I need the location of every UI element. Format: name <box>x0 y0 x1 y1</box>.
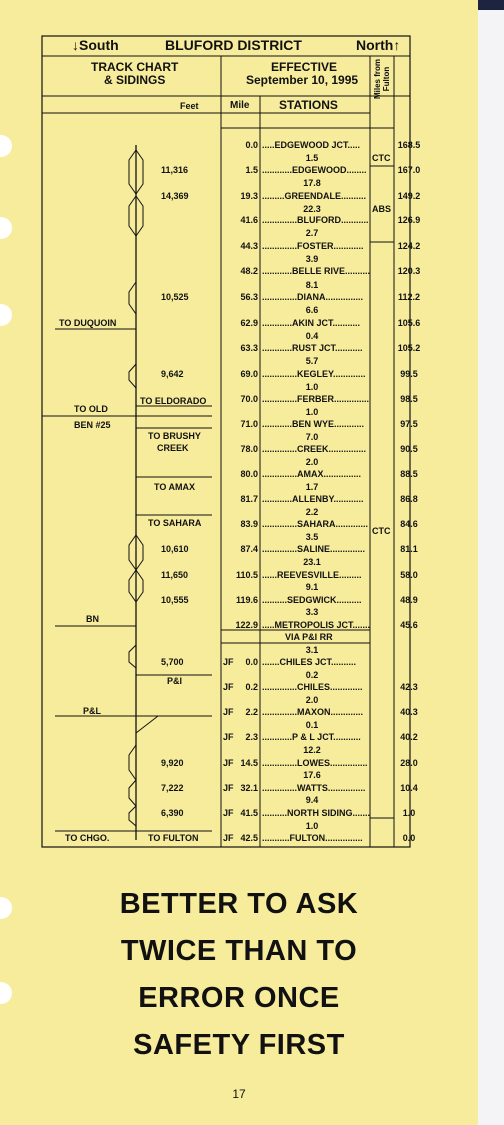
station-distance: 3.9 <box>305 254 319 264</box>
row-prefix: JF <box>223 732 234 742</box>
label-to-eldorado: TO ELDORADO <box>140 396 207 406</box>
station-name: ...........FULTON............... <box>262 833 363 843</box>
miles-from-fulton: 48.9 <box>400 595 418 605</box>
sidings-heading: & SIDINGS <box>104 73 166 87</box>
siding-length: 9,920 <box>161 758 184 768</box>
siding-length: 6,390 <box>161 808 184 818</box>
miles-from-fulton: 40.3 <box>400 707 418 717</box>
label-to-duquoin: TO DUQUOIN <box>59 318 117 328</box>
row-mile: 110.5 <box>235 570 258 580</box>
miles-from-fulton: 86.8 <box>400 494 418 504</box>
row-mile: 32.1 <box>240 783 258 793</box>
row-prefix: JF <box>223 833 234 843</box>
station-name: ..............FOSTER............ <box>262 241 364 251</box>
row-mile: 87.4 <box>240 544 258 554</box>
row-mile: 14.5 <box>240 758 258 768</box>
row-mile: 19.3 <box>240 191 258 201</box>
miles-from-fulton: 81.1 <box>400 544 418 554</box>
signal-abs: ABS <box>372 204 392 214</box>
miles-from-fulton: 42.3 <box>400 682 418 692</box>
station-distance: 2.0 <box>305 457 319 467</box>
station-distance: 7.0 <box>305 432 319 442</box>
miles-from-fulton: 84.6 <box>400 519 418 529</box>
miles-from-fulton: 126.9 <box>397 215 421 225</box>
miles-from-fulton: 149.2 <box>397 191 421 201</box>
station-distance: 22.3 <box>303 204 321 214</box>
miles-from-fulton: 40.2 <box>400 732 418 742</box>
miles-from-fulton: 105.6 <box>397 318 421 328</box>
station-distance: 9.1 <box>305 582 319 592</box>
station-distance: 12.2 <box>303 745 321 755</box>
station-distance: 1.0 <box>305 382 319 392</box>
direction-north: North↑ <box>356 37 401 53</box>
signal-ctc-top: CTC <box>372 153 391 163</box>
station-name: ..............SALINE.............. <box>262 544 366 554</box>
station-name: ..............CHILES............. <box>262 682 363 692</box>
miles-from-fulton: 58.0 <box>400 570 418 580</box>
station-name: ......REEVESVILLE......... <box>262 570 362 580</box>
label-ben25: BEN #25 <box>74 420 111 430</box>
station-distance: 2.2 <box>305 507 319 517</box>
miles-from-fulton: 105.2 <box>397 343 421 353</box>
label-to-brushy: TO BRUSHY <box>148 431 201 441</box>
station-distance: 2.0 <box>305 695 319 705</box>
track-chart-heading: TRACK CHART <box>91 60 179 74</box>
station-distance: 17.6 <box>303 770 321 780</box>
station-distance: 6.6 <box>305 305 319 315</box>
slogan-line-3: ERROR ONCE <box>138 982 340 1014</box>
miles-from-fulton: 0.0 <box>402 833 416 843</box>
station-name: ............RUST JCT........... <box>262 343 363 353</box>
row-mile: 83.9 <box>240 519 258 529</box>
station-distance: 3.3 <box>305 607 319 617</box>
miles-from-fulton: 167.0 <box>397 165 421 175</box>
station-distance: 2.7 <box>305 228 319 238</box>
station-name: .......CHILES JCT.......... <box>262 657 357 667</box>
row-mile: 2.3 <box>245 732 258 742</box>
station-name: .....METROPOLIS JCT....... <box>262 620 371 630</box>
station-name: ............EDGEWOOD........ <box>262 165 367 175</box>
station-name: ..............DIANA............... <box>262 292 364 302</box>
row-mile: 1.5 <box>245 165 258 175</box>
row-mile: 119.6 <box>235 595 258 605</box>
row-prefix: JF <box>223 707 234 717</box>
label-to-amax: TO AMAX <box>154 482 196 492</box>
row-mile: 71.0 <box>240 419 258 429</box>
station-name: ..............BLUFORD........... <box>262 215 369 225</box>
miles-from-fulton: 168.5 <box>397 140 421 150</box>
row-mile: 78.0 <box>240 444 258 454</box>
row-mile: 81.7 <box>240 494 258 504</box>
direction-south: ↓South <box>72 37 119 53</box>
miles-from-fulton: 45.6 <box>400 620 418 630</box>
miles-from-fulton: 98.5 <box>400 394 418 404</box>
row-mile: 41.6 <box>240 215 258 225</box>
station-name: ..............FERBER.............. <box>262 394 370 404</box>
station-distance: 17.8 <box>303 178 321 188</box>
siding-length: 10,555 <box>161 595 189 605</box>
station-distance: 1.0 <box>305 821 319 831</box>
row-prefix: JF <box>223 682 234 692</box>
station-distance: 0.4 <box>305 331 319 341</box>
label-to-fulton: TO FULTON <box>148 833 199 843</box>
station-distance: 3.1 <box>305 645 319 655</box>
effective-heading: EFFECTIVE <box>271 60 338 74</box>
siding-length: 11,650 <box>161 570 189 580</box>
row-mile: 41.5 <box>240 808 258 818</box>
miles-from-fulton: 88.5 <box>400 469 418 479</box>
slogan-line-4: SAFETY FIRST <box>133 1029 345 1061</box>
row-mile: 44.3 <box>240 241 258 251</box>
station-distance: 0.1 <box>305 720 319 730</box>
row-mile: 62.9 <box>240 318 258 328</box>
station-name: ............BELLE RIVE.......... <box>262 266 371 276</box>
siding-length: 14,369 <box>161 191 189 201</box>
label-to-old: TO OLD <box>74 404 108 414</box>
station-name: ..............WATTS............... <box>262 783 366 793</box>
row-prefix: JF <box>223 783 234 793</box>
siding-length: 5,700 <box>161 657 184 667</box>
station-name: ..........NORTH SIDING....... <box>262 808 371 818</box>
station-name: ..............MAXON............. <box>262 707 364 717</box>
effective-date: September 10, 1995 <box>246 73 359 87</box>
mile-heading: Mile <box>230 100 250 111</box>
station-name: ............ALLENBY............ <box>262 494 364 504</box>
station-distance: 23.1 <box>303 557 321 567</box>
siding-length: 11,316 <box>161 165 189 175</box>
station-name: ..............LOWES............... <box>262 758 368 768</box>
station-distance: 1.5 <box>305 153 319 163</box>
row-mile: 122.9 <box>235 620 258 630</box>
row-mile: 63.3 <box>240 343 258 353</box>
label-pl: P&L <box>83 706 101 716</box>
row-prefix: JF <box>223 758 234 768</box>
miles-from-fulton: 120.3 <box>397 266 421 276</box>
siding-length: 9,642 <box>161 369 184 379</box>
miles-from-fulton: 1.0 <box>402 808 416 818</box>
station-distance: 1.0 <box>305 407 319 417</box>
feet-heading: Feet <box>180 101 199 111</box>
miles-from-fulton: 124.2 <box>397 241 421 251</box>
station-name: ..............CREEK............... <box>262 444 367 454</box>
siding-length: 10,610 <box>161 544 189 554</box>
station-distance: 0.2 <box>305 670 319 680</box>
page-title: BLUFORD DISTRICT <box>165 37 302 53</box>
row-mile: 70.0 <box>240 394 258 404</box>
station-distance: 9.4 <box>305 795 319 805</box>
miles-from-fulton: 28.0 <box>400 758 418 768</box>
station-name: ..............KEGLEY............. <box>262 369 366 379</box>
label-to-chgo: TO CHGO. <box>65 833 110 843</box>
station-name: ............P & L JCT........... <box>262 732 361 742</box>
row-mile: 69.0 <box>240 369 258 379</box>
siding-length: 10,525 <box>161 292 189 302</box>
signal-ctc-mid: CTC <box>372 526 391 536</box>
row-prefix: JF <box>223 808 234 818</box>
row-mile: 0.2 <box>245 682 258 692</box>
row-mile: 42.5 <box>240 833 258 843</box>
station-distance: 5.7 <box>305 356 319 366</box>
label-to-sahara: TO SAHARA <box>148 518 202 528</box>
row-prefix: JF <box>223 657 234 667</box>
miles-from-fulton-heading: Miles from Fulton <box>373 58 391 99</box>
row-mile: 0.0 <box>245 657 258 667</box>
station-name: .....EDGEWOOD JCT..... <box>262 140 361 150</box>
label-creek: CREEK <box>157 443 189 453</box>
station-distance: 3.5 <box>305 532 319 542</box>
row-mile: 80.0 <box>240 469 258 479</box>
station-name: ............AKIN JCT........... <box>262 318 361 328</box>
miles-from-fulton: 10.4 <box>400 783 418 793</box>
stations-heading: STATIONS <box>279 98 338 112</box>
station-distance: 1.7 <box>305 482 319 492</box>
station-name: ..............AMAX............... <box>262 469 362 479</box>
station-name: ..............SAHARA............. <box>262 519 369 529</box>
row-mile: 0.0 <box>245 140 258 150</box>
page-number: 17 <box>232 1087 246 1101</box>
siding-length: 7,222 <box>161 783 184 793</box>
row-mile: 56.3 <box>240 292 258 302</box>
station-name: ............BEN WYE............ <box>262 419 365 429</box>
row-mile: 48.2 <box>240 266 258 276</box>
miles-from-fulton: 90.5 <box>400 444 418 454</box>
station-name: .........GREENDALE.......... <box>262 191 367 201</box>
station-name: ..........SEDGWICK.......... <box>262 595 362 605</box>
row-mile: 2.2 <box>245 707 258 717</box>
label-pi: P&I <box>167 676 183 686</box>
station-distance: 8.1 <box>305 280 319 290</box>
miles-from-fulton: 97.5 <box>400 419 418 429</box>
via-pi-rr: VIA P&I RR <box>285 632 333 642</box>
slogan-line-2: TWICE THAN TO <box>120 935 358 967</box>
label-bn: BN <box>86 614 99 624</box>
slogan-line-1: BETTER TO ASK <box>119 888 359 920</box>
miles-from-fulton: 112.2 <box>397 292 421 302</box>
miles-from-fulton: 99.5 <box>400 369 418 379</box>
